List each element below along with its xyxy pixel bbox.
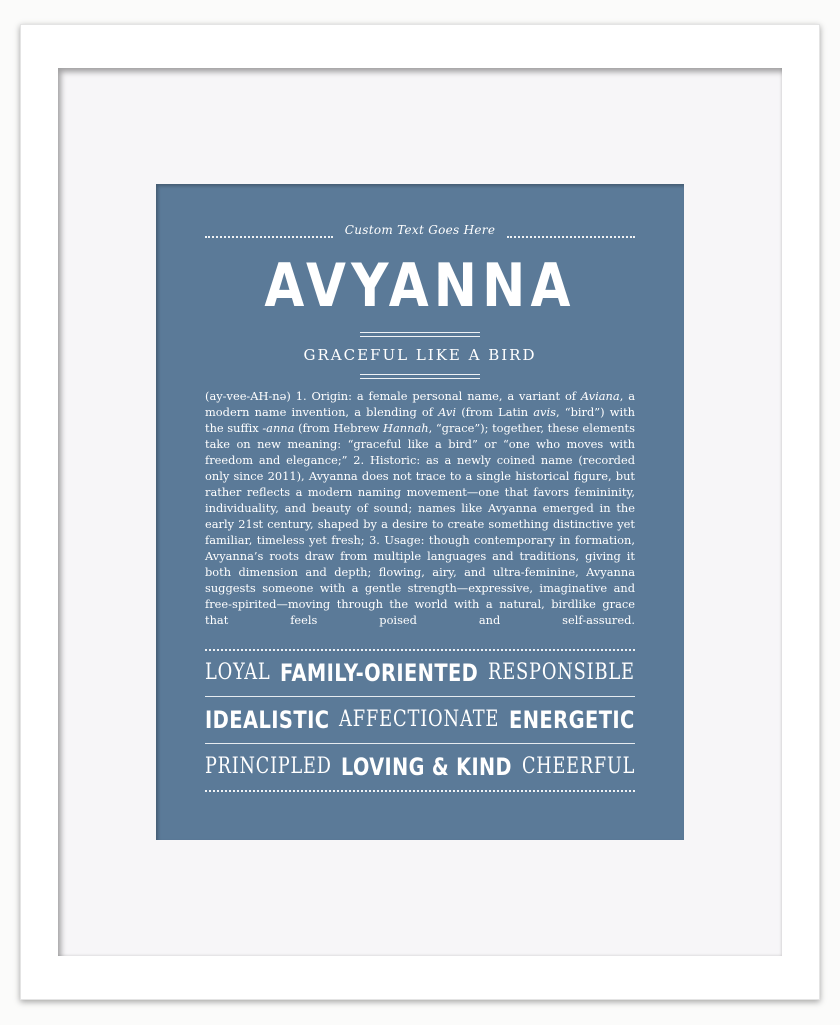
trait: LOYAL <box>205 660 271 685</box>
trait: FAMILY-ORIENTED <box>280 659 479 687</box>
trait: AFFECTIONATE <box>339 707 500 732</box>
dotted-divider-traits-bottom <box>205 790 635 792</box>
traits-divider-1 <box>205 696 635 697</box>
rule-below-meaning <box>360 374 480 375</box>
rule-above-meaning <box>360 332 480 333</box>
trait: ENERGETIC <box>509 706 635 734</box>
trait: PRINCIPLED <box>205 754 332 779</box>
definition-segment: -anna <box>262 421 295 435</box>
name-print <box>156 184 684 840</box>
definition-segment: (from Hebrew <box>294 421 384 435</box>
name-title: AVYANNA <box>264 251 576 321</box>
dotted-divider-right <box>507 236 635 238</box>
rule-below-meaning-2 <box>360 378 480 379</box>
rule-above-meaning-2 <box>360 336 480 337</box>
traits-row-3 <box>205 750 635 784</box>
custom-text: Custom Text Goes Here <box>344 223 496 237</box>
definition-segment: avis <box>533 405 556 419</box>
definition-segment: (ay-vee-AH-nə) 1. Origin: a female personal name, a variant of <box>205 389 581 403</box>
trait: IDEALISTIC <box>205 706 330 734</box>
definition-segment: , a modern name invention, a blending of <box>205 389 635 419</box>
traits-row-2 <box>205 703 635 737</box>
trait: LOVING & KIND <box>341 753 513 781</box>
dotted-divider-traits-top <box>205 649 635 651</box>
custom-text-row <box>205 220 635 244</box>
definition-segment: (from Latin <box>456 405 534 419</box>
name-meaning: GRACEFUL LIKE A BIRD <box>303 346 537 364</box>
traits-row-1 <box>205 656 635 690</box>
definition-segment: Avi <box>438 405 457 419</box>
picture-frame <box>20 24 820 1000</box>
trait: RESPONSIBLE <box>488 660 635 685</box>
traits-divider-2 <box>205 743 635 744</box>
definition-segment: Aviana <box>580 389 620 403</box>
trait: CHEERFUL <box>521 754 635 779</box>
frame-mat <box>58 68 782 956</box>
name-definition <box>205 388 635 628</box>
definition-segment: , “bird”) with the suffix <box>205 405 635 435</box>
definition-segment: Hannah <box>383 421 429 435</box>
definition-segment: , “grace”); together, these elements take on new meaning: “graceful like a bird” or “one who moves with freedom and elegance;” 2. Historic: as a newly coined name (recorded only since 2011), Avyanna does not trace to a single historical figure, but rather reflects a modern naming movement—one that favors femininity, individuality, and beauty of sound; names like Avyanna emerged in the early 21st century, shaped by a desire to create something distinctive yet familiar, timeless yet fresh; 3. Usage: though contemporary in formation, Avyanna’s roots draw from multiple languages and traditions, giving it both dimension and depth; flowing, airy, and ultra-feminine, Avyanna suggests someone with a gentle strength—expressive, imaginative and free-spirited—moving through the world with a natural, birdlike grace that feels poised and self-assured. <box>205 421 635 627</box>
